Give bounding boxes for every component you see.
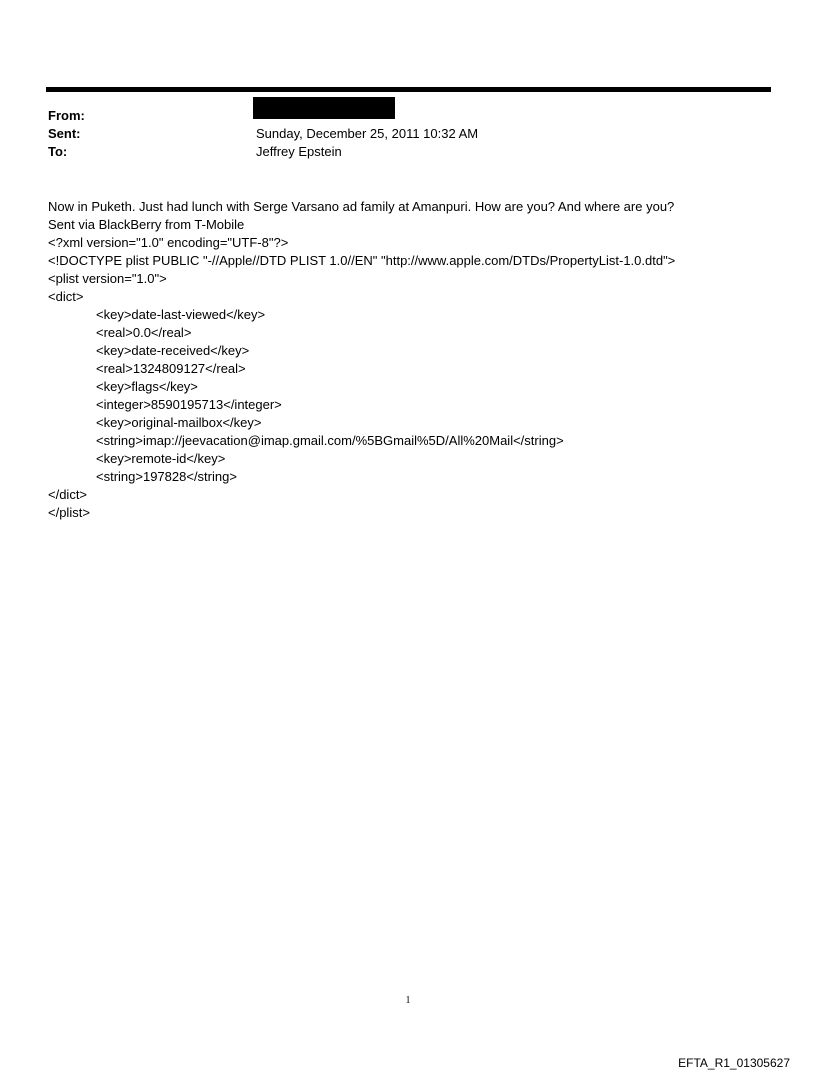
body-line-message: Now in Puketh. Just had lunch with Serge Varsano ad family at Amanpuri. How are you? And where are you? bbox=[48, 199, 675, 214]
sent-label: Sent: bbox=[48, 126, 81, 141]
redacted-sender bbox=[253, 97, 395, 119]
body-line-dict-open: <dict> bbox=[48, 289, 84, 304]
email-body bbox=[48, 198, 675, 522]
header-rule bbox=[46, 87, 771, 92]
sent-value: Sunday, December 25, 2011 10:32 AM bbox=[256, 126, 479, 141]
body-line-plist-close: </plist> bbox=[48, 505, 90, 520]
body-line-string-original-mailbox: <string>imap://jeevacation@imap.gmail.com/%5BGmail%5D/All%20Mail</string> bbox=[96, 433, 564, 448]
body-line-doctype: <!DOCTYPE plist PUBLIC "-//Apple//DTD PLIST 1.0//EN" "http://www.apple.com/DTDs/PropertyList-1.0.dtd"> bbox=[48, 253, 676, 268]
body-line-key-remote-id: <key>remote-id</key> bbox=[96, 451, 226, 466]
body-line-signature: Sent via BlackBerry from T-Mobile bbox=[48, 217, 245, 232]
to-label: To: bbox=[48, 144, 68, 159]
body-line-key-flags: <key>flags</key> bbox=[96, 379, 198, 394]
from-label: From: bbox=[48, 108, 85, 123]
body-line-real-date-last-viewed: <real>0.0</real> bbox=[96, 325, 192, 340]
to-value: Jeffrey Epstein bbox=[256, 144, 342, 159]
body-line-key-date-received: <key>date-received</key> bbox=[96, 343, 250, 358]
document-id-stamp: EFTA_R1_01305627 bbox=[678, 1056, 790, 1070]
body-line-dict-close: </dict> bbox=[48, 487, 88, 502]
body-line-real-date-received: <real>1324809127</real> bbox=[96, 361, 246, 376]
body-line-plist-open: <plist version="1.0"> bbox=[48, 271, 167, 286]
body-line-integer-flags: <integer>8590195713</integer> bbox=[96, 397, 282, 412]
page-number: 1 bbox=[405, 995, 411, 1006]
body-line-xml-decl: <?xml version="1.0" encoding="UTF-8"?> bbox=[48, 235, 289, 250]
body-line-key-date-last-viewed: <key>date-last-viewed</key> bbox=[96, 307, 266, 322]
body-line-key-original-mailbox: <key>original-mailbox</key> bbox=[96, 415, 262, 430]
body-line-string-remote-id: <string>197828</string> bbox=[96, 469, 237, 484]
